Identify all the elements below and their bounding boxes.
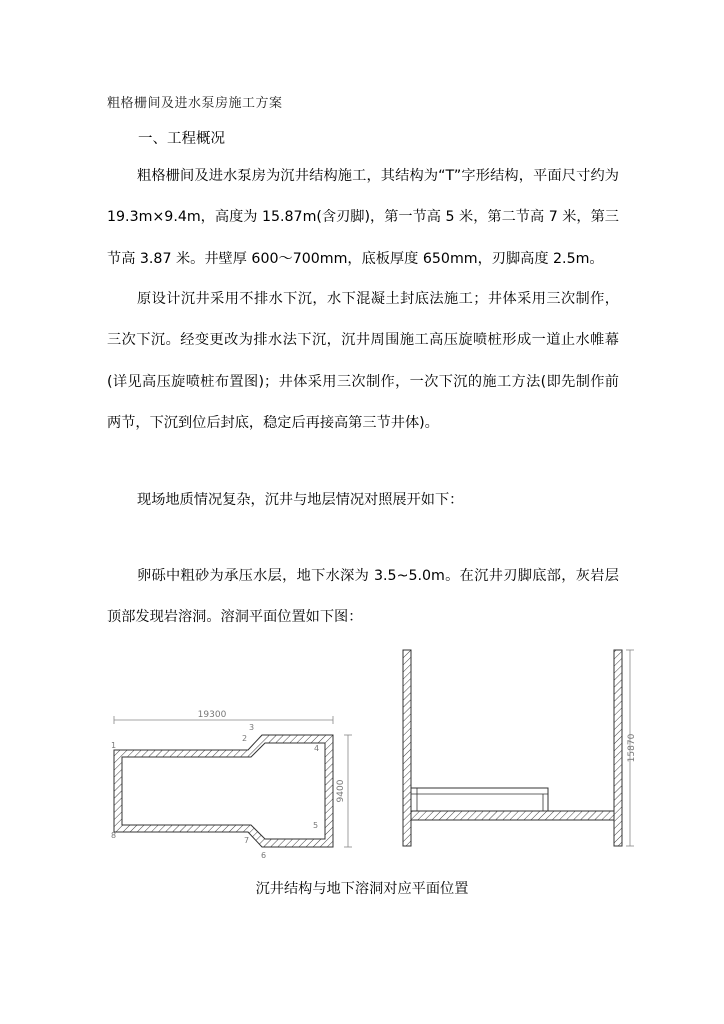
paragraph-overview: 粗格栅间及进水泵房为沉井结构施工，其结构为“T”字形结构，平面尺寸约为 19.3m×9.4m，高度为 15.87m(含刃脚)，第一节高 5 米，第二节高 7 米，第三节高 3.87 米。井壁厚 600～700mm，底板厚度 650mm，刃脚高度 2.5m。	[107, 168, 619, 267]
document-title: 粗格栅间及进水泵房施工方案	[107, 96, 283, 111]
section-heading: 一、工程概况	[138, 131, 225, 147]
node-label-1: 1	[111, 741, 117, 750]
plan-height-label: 9400	[336, 779, 346, 803]
node-label-4: 4	[314, 744, 320, 753]
node-label-8: 8	[111, 831, 117, 840]
section-left-wall	[403, 650, 411, 846]
node-label-7: 7	[244, 836, 250, 845]
node-label-5: 5	[313, 821, 319, 830]
section-inner-platform	[411, 788, 548, 811]
plan-view	[111, 710, 352, 860]
paragraph-geology-intro: 现场地质情况复杂，沉井与地层情况对照展开如下：	[137, 492, 464, 508]
section-right-wall	[614, 650, 622, 846]
paragraph-method: 原设计沉井采用不排水下沉，水下混凝土封底法施工；井体采用三次制作，三次下沉。经变更改为排水法下沉，沉井周围施工高压旋喷桩形成一道止水帷幕(详见高压旋喷桩布置图)；井体采用三次制作，一次下沉的施工方法(即先制作前两节，下沉到位后封底，稳定后再接高第三节井体)。	[107, 291, 619, 431]
section-height-label: 15870	[627, 733, 637, 763]
section-bottom-slab	[411, 811, 614, 820]
node-label-2: 2	[242, 734, 248, 743]
node-label-6: 6	[261, 851, 267, 860]
paragraph-karst: 卵砾中粗砂为承压水层，地下水深为 3.5~5.0m。在沉井刃脚底部，灰岩层顶部发现岩溶洞。溶洞平面位置如下图：	[107, 568, 619, 626]
plan-walls	[114, 735, 333, 847]
node-label-3: 3	[249, 723, 255, 732]
figure-caption: 沉井结构与地下溶洞对应平面位置	[255, 881, 469, 897]
section-view	[403, 650, 637, 846]
plan-width-label: 19300	[197, 710, 227, 720]
